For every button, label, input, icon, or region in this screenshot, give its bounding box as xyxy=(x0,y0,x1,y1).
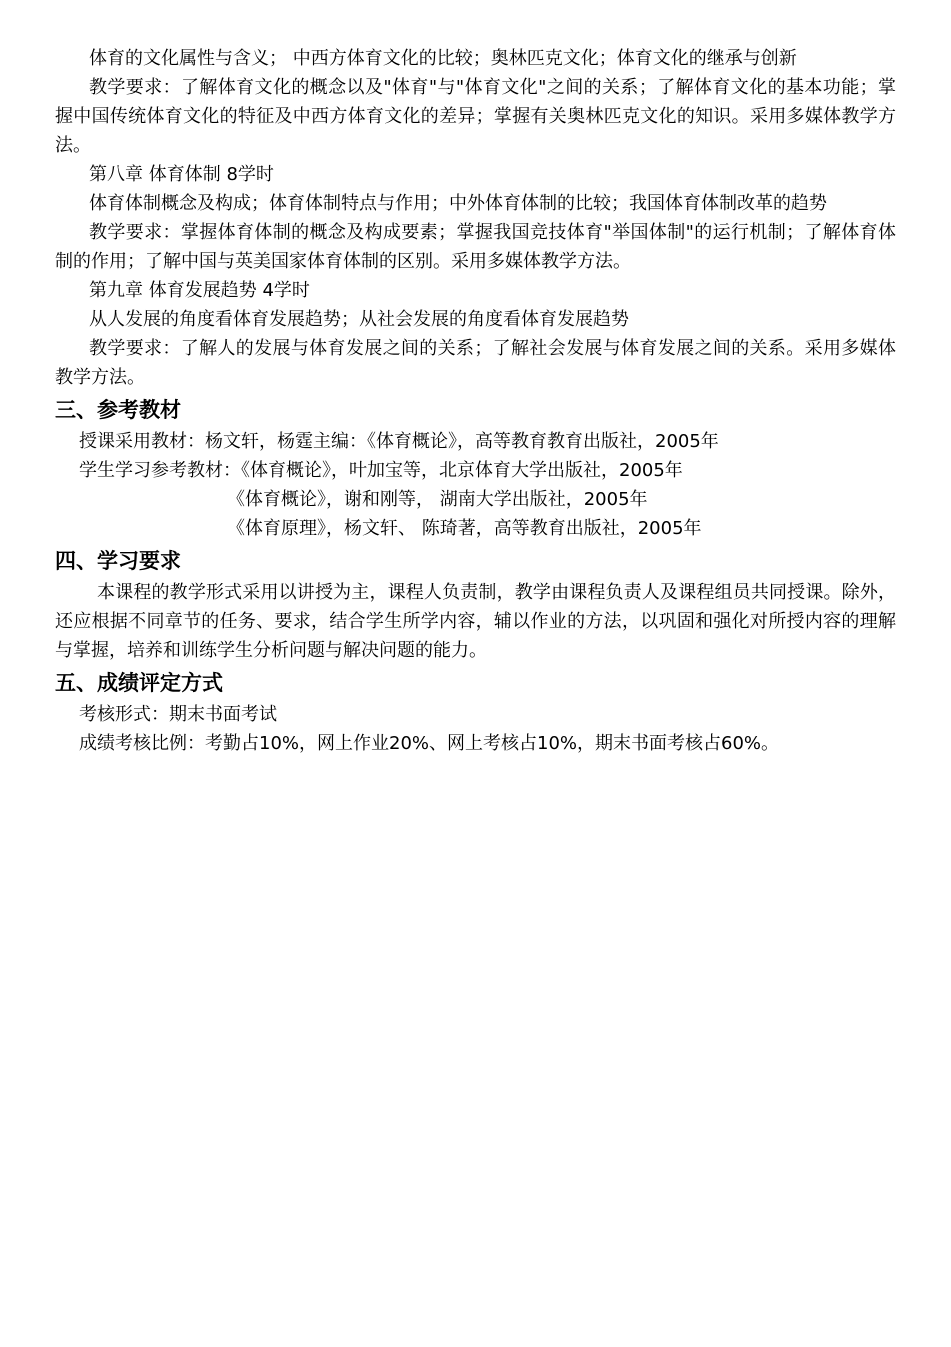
reference-line-3: 《体育原理》，杨文轩、 陈琦著，高等教育出版社，2005年 xyxy=(227,518,702,539)
section-3-heading: 三、参考教材 xyxy=(55,398,181,422)
chapter-9-requirements: 教学要求：了解人的发展与体育发展之间的关系；了解社会发展与体育发展之间的关系。采用多媒体教学方法。 xyxy=(55,338,896,388)
reference-line-2: 《体育概论》，谢和刚等， 湖南大学出版社，2005年 xyxy=(227,489,648,510)
exam-form-line: 考核形式：期末书面考试 xyxy=(79,704,277,725)
section-4-heading: 四、学习要求 xyxy=(55,549,181,573)
chapter-9-topics: 从人发展的角度看体育发展趋势；从社会发展的角度看体育发展趋势 xyxy=(89,309,629,330)
chapter-8-title: 第八章 体育体制 8学时 xyxy=(89,164,274,185)
chapter-7-requirements: 教学要求：了解体育文化的概念以及"体育"与"体育文化"之间的关系；了解体育文化的基本功能；掌握中国传统体育文化的特征及中西方体育文化的差异；掌握有关奥林匹克文化的知识。采用多媒体教学方法。 xyxy=(55,77,896,156)
section-5-heading: 五、成绩评定方式 xyxy=(55,671,223,695)
reference-line-1: 学生学习参考教材：《体育概论》，叶加宝等，北京体育大学出版社，2005年 xyxy=(79,460,683,481)
textbook-line: 授课采用教材：杨文轩，杨霆主编：《体育概论》，高等教育教育出版社，2005年 xyxy=(79,431,719,452)
chapter-9-title: 第九章 体育发展趋势 4学时 xyxy=(89,280,310,301)
chapter-7-topics: 体育的文化属性与含义； 中西方体育文化的比较；奥林匹克文化；体育文化的继承与创新 xyxy=(89,48,797,69)
grade-ratio-line: 成绩考核比例：考勤占10%，网上作业20%、网上考核占10%，期末书面考核占60%。 xyxy=(79,733,780,754)
chapter-8-topics: 体育体制概念及构成；体育体制特点与作用；中外体育体制的比较；我国体育体制改革的趋势 xyxy=(89,193,827,214)
section-4-body: 本课程的教学形式采用以讲授为主，课程人负责制，教学由课程负责人及课程组员共同授课。除外，还应根据不同章节的任务、要求，结合学生所学内容，辅以作业的方法，以巩固和强化对所授内容的理解与掌握，培养和训练学生分析问题与解决问题的能力。 xyxy=(55,582,896,661)
chapter-8-requirements: 教学要求：掌握体育体制的概念及构成要素；掌握我国竞技体育"举国体制"的运行机制；了解体育体制的作用；了解中国与英美国家体育体制的区别。采用多媒体教学方法。 xyxy=(55,222,896,272)
